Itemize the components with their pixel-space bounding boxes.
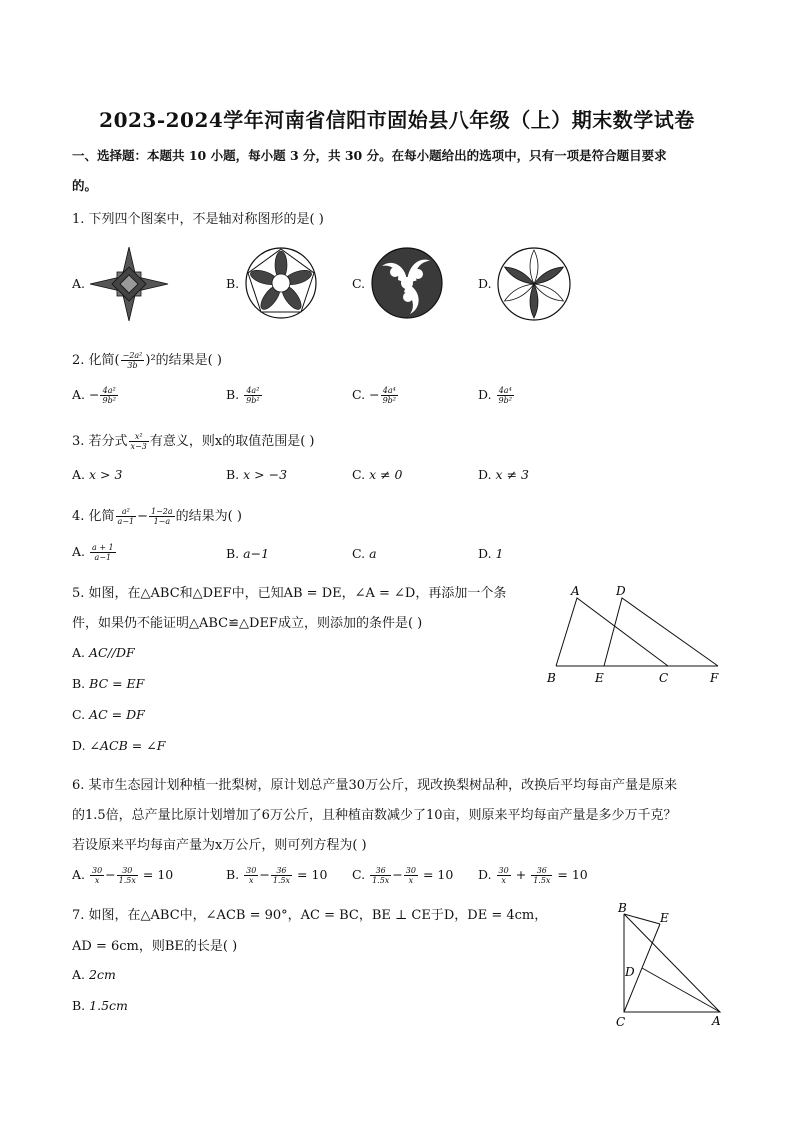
q3-option-d-label: D.: [478, 467, 492, 482]
q2-option-b-label: B.: [226, 387, 240, 402]
q6-option-b-frac2: [271, 866, 292, 885]
q5-option-a-text: AC//DF: [89, 645, 135, 660]
q7-point-c: C: [616, 1015, 626, 1029]
q5-option-a: [72, 645, 135, 660]
q6-option-a-frac2: [117, 866, 138, 885]
q2-option-a-label: A.: [72, 387, 86, 402]
q6-option-c-label: C.: [352, 867, 366, 882]
q3-stem-fraction: [129, 432, 149, 451]
q7-point-e: E: [660, 911, 669, 925]
q4-option-a-fraction: [90, 543, 116, 562]
q4-option-b-label: B.: [226, 546, 240, 561]
q5-triangle-figure: [540, 580, 730, 690]
q2-stem: [72, 349, 222, 370]
q4-option-a-num: a + 1: [92, 543, 114, 552]
q6-b-rhs: = 10: [297, 867, 328, 882]
q3-option-a-text: x > 3: [89, 467, 123, 482]
q6-b-frac2-den: 1.5x: [272, 876, 291, 885]
q3-stem-pre: 3. 若分式: [72, 434, 128, 449]
q7-option-a-label: A.: [72, 967, 86, 982]
q6-a-frac1-den: x: [94, 876, 100, 885]
page-title: 2023-2024学年河南省信阳市固始县八年级（上）期末数学试卷: [99, 108, 695, 132]
q2-option-c: [352, 386, 399, 405]
q6-c-frac2-den: x: [408, 876, 414, 885]
q2-option-d: [478, 386, 515, 405]
q7-triangle-abc: [624, 914, 720, 1012]
q5-point-e: E: [595, 671, 604, 685]
q2-option-c-den: 9b²: [382, 396, 396, 405]
q4-option-a: [72, 543, 117, 562]
q4-stem-post: 的结果为( ): [175, 509, 242, 524]
q4-frac2-den: 1−a: [153, 517, 171, 526]
q3-option-b: [226, 467, 287, 482]
q7-option-b-text: 1.5cm: [89, 998, 128, 1013]
q7-option-a: [72, 967, 116, 982]
q2-option-a: [72, 386, 119, 405]
q3-option-d: [478, 467, 529, 482]
q7-point-d: D: [625, 965, 635, 979]
q6-d-frac1-num: 30: [498, 866, 509, 875]
q2-option-a-num: 4a²: [100, 386, 117, 396]
q1-figure-b-flower: [244, 246, 318, 320]
q7-point-a: A: [712, 1014, 721, 1028]
q6-a-frac1-num: 30: [92, 866, 103, 875]
q5-option-d-text: ∠ACB = ∠F: [89, 738, 166, 753]
q6-option-d-label: D.: [478, 867, 492, 882]
q7-option-b-label: B.: [72, 998, 86, 1013]
q5-point-d: D: [616, 584, 626, 598]
q6-b-op: −: [259, 867, 270, 882]
q5-point-f: F: [710, 671, 719, 685]
q6-option-d-frac2: [531, 866, 552, 885]
q3-option-b-text: x > −3: [243, 467, 288, 482]
q6-option-d-frac1: [497, 866, 511, 885]
q1-figure-d-petals: [496, 246, 572, 322]
q5-triangle-def: [604, 598, 718, 666]
q5-option-a-label: A.: [72, 645, 86, 660]
q6-a-frac2-num: 30: [117, 866, 138, 876]
q6-a-frac2-den: 1.5x: [118, 876, 136, 885]
q4-stem-fraction-1: [116, 507, 137, 526]
q4-option-d-label: D.: [478, 546, 492, 561]
q3-option-b-label: B.: [226, 467, 240, 482]
q6-a-rhs: = 10: [142, 867, 174, 882]
q4-stem-fraction-2: [149, 507, 175, 526]
q4-option-c-label: C.: [352, 546, 366, 561]
q6-c-frac1-den: 1.5x: [372, 876, 390, 885]
q5-stem-line2: 件，如果仍不能证明△ABC≌△DEF成立，则添加的条件是( ): [72, 616, 423, 631]
q1-stem: 1. 下列四个图案中，不是轴对称图形的是( ): [72, 212, 324, 227]
q1-option-c-label: C.: [352, 276, 366, 291]
q5-option-c-text: AC = DF: [89, 707, 145, 722]
q2-option-c-num: 4a⁴: [381, 386, 398, 396]
q2-option-b-num: 4a²: [244, 386, 261, 396]
q2-option-b: [226, 386, 263, 405]
q4-option-a-label: A.: [72, 544, 86, 559]
q4-option-b-text: a−1: [243, 546, 270, 561]
q5-option-d-label: D.: [72, 738, 86, 753]
q1-figure-c-swirl: [370, 246, 444, 320]
q4-option-a-den: a−1: [94, 553, 112, 562]
q6-option-c-frac2: [404, 866, 418, 885]
q4-frac1-num: a²: [116, 507, 137, 517]
q6-stem-line2: 的1.5倍，总产量比原计划增加了6万公斤，且种植亩数减少了10亩，则原来平均每亩产量是多少万千克？: [72, 808, 677, 823]
q4-frac2-num: 1−2a: [151, 507, 173, 516]
q7-triangle-figure: [608, 898, 734, 1032]
q6-option-d: [478, 866, 588, 885]
q3-frac-den: x−3: [130, 442, 147, 451]
q4-stem-minus: −: [137, 509, 149, 524]
q5-option-b-label: B.: [72, 676, 86, 691]
q6-option-b: [226, 866, 327, 885]
q2-frac-den: 3b: [127, 361, 138, 370]
q2-option-a-sign: −: [89, 387, 100, 402]
q2-option-d-den: 9b²: [498, 396, 512, 405]
q5-option-b-text: BC = EF: [89, 676, 145, 691]
q3-option-c-text: x ≠ 0: [369, 467, 403, 482]
q3-stem: [72, 430, 314, 451]
q5-triangle-abc: [556, 598, 668, 666]
q7-stem-line1: 7. 如图，在△ABC中，∠ACB = 90°，AC = BC，BE ⊥ CE于D，DE = 4cm，: [72, 908, 548, 923]
q5-point-c: C: [659, 671, 669, 685]
q6-d-frac2-num: 36: [531, 866, 552, 876]
q2-frac-num: −2a²: [122, 351, 143, 360]
q6-stem-line3: 若设原来平均每亩产量为x万公斤，则可列方程为( ): [72, 838, 367, 853]
q7-segment-ad: [642, 968, 720, 1012]
q3-option-c: [352, 467, 403, 482]
q3-option-d-text: x ≠ 3: [495, 467, 529, 482]
q6-d-op: +: [515, 867, 527, 882]
q6-c-op: −: [392, 867, 403, 882]
q6-d-rhs: = 10: [557, 867, 588, 882]
q7-option-b: [72, 998, 128, 1013]
q5-option-d: [72, 738, 165, 753]
q1-option-d-label: D.: [478, 276, 492, 291]
q2-option-d-label: D.: [478, 387, 492, 402]
q2-option-a-den: 9b²: [102, 396, 116, 405]
q5-point-b: B: [547, 671, 556, 685]
q2-option-b-den: 9b²: [246, 396, 260, 405]
q6-b-frac2-num: 36: [271, 866, 292, 876]
q3-frac-num: x²: [129, 432, 149, 442]
q6-c-frac2-num: 30: [405, 866, 416, 875]
q6-stem-line1: 6. 某市生态园计划种植一批梨树，原计划总产量30万公斤，现改换梨树品种，改换后平均每亩产量是原来: [72, 778, 678, 793]
q3-option-a: [72, 467, 122, 482]
q4-option-c: [352, 546, 377, 561]
q6-option-b-label: B.: [226, 867, 240, 882]
section-header-line2: 的。: [72, 178, 98, 193]
q6-option-c: [352, 866, 453, 885]
q4-frac1-den: a−1: [117, 517, 135, 526]
q5-option-b: [72, 676, 144, 691]
q1-option-b-label: B.: [226, 276, 240, 291]
q3-option-a-label: A.: [72, 467, 86, 482]
section-header-line1: 一、选择题：本题共 10 小题，每小题 3 分，共 30 分。在每小题给出的选项中，只有一项是符合题目要求: [72, 148, 667, 163]
q7-option-a-text: 2cm: [89, 967, 116, 982]
q1-option-a-label: A.: [72, 276, 86, 291]
q2-option-c-sign: −: [369, 387, 380, 402]
q4-option-d: [478, 546, 504, 561]
q6-d-frac2-den: 1.5x: [533, 876, 551, 885]
q5-option-c: [72, 707, 145, 722]
q4-stem: [72, 505, 242, 526]
q6-option-a-frac1: [90, 866, 104, 885]
q5-option-c-label: C.: [72, 707, 86, 722]
q6-c-frac1-num: 36: [370, 866, 391, 876]
q6-c-rhs: = 10: [422, 867, 454, 882]
q6-a-op: −: [105, 867, 116, 882]
q5-point-a: A: [571, 584, 580, 598]
q6-option-b-frac1: [244, 866, 258, 885]
q2-option-b-fraction: [244, 386, 261, 405]
q3-stem-post: 有意义，则x的取值范围是( ): [149, 434, 315, 449]
q3-option-c-label: C.: [352, 467, 366, 482]
q4-option-d-text: 1: [495, 546, 504, 561]
q6-d-frac1-den: x: [501, 876, 506, 885]
q2-stem-fraction: [121, 351, 145, 370]
q2-option-d-num: 4a⁴: [497, 386, 514, 396]
q6-b-frac1-num: 30: [246, 866, 257, 875]
q2-stem-post: )²的结果是( ): [145, 353, 222, 368]
q2-stem-pre: 2. 化简(: [72, 353, 120, 368]
q2-option-c-label: C.: [352, 387, 366, 402]
q6-option-a: [72, 866, 173, 885]
q4-option-b: [226, 546, 269, 561]
q4-option-c-text: a: [369, 546, 377, 561]
q2-option-a-fraction: [100, 386, 117, 405]
q6-b-frac1-den: x: [248, 876, 254, 885]
q6-option-a-label: A.: [72, 867, 86, 882]
q6-option-c-frac1: [370, 866, 391, 885]
q4-stem-pre: 4. 化简: [72, 509, 115, 524]
q5-stem-line1: 5. 如图，在△ABC和△DEF中，已知AB = DE，∠A = ∠D，再添加一个条: [72, 586, 507, 601]
q1-figure-a-star: [88, 245, 170, 323]
q7-stem-line2: AD = 6cm，则BE的长是( ): [72, 939, 238, 954]
q7-point-b: B: [618, 901, 627, 915]
q2-option-c-fraction: [381, 386, 398, 405]
q2-option-d-fraction: [497, 386, 514, 405]
